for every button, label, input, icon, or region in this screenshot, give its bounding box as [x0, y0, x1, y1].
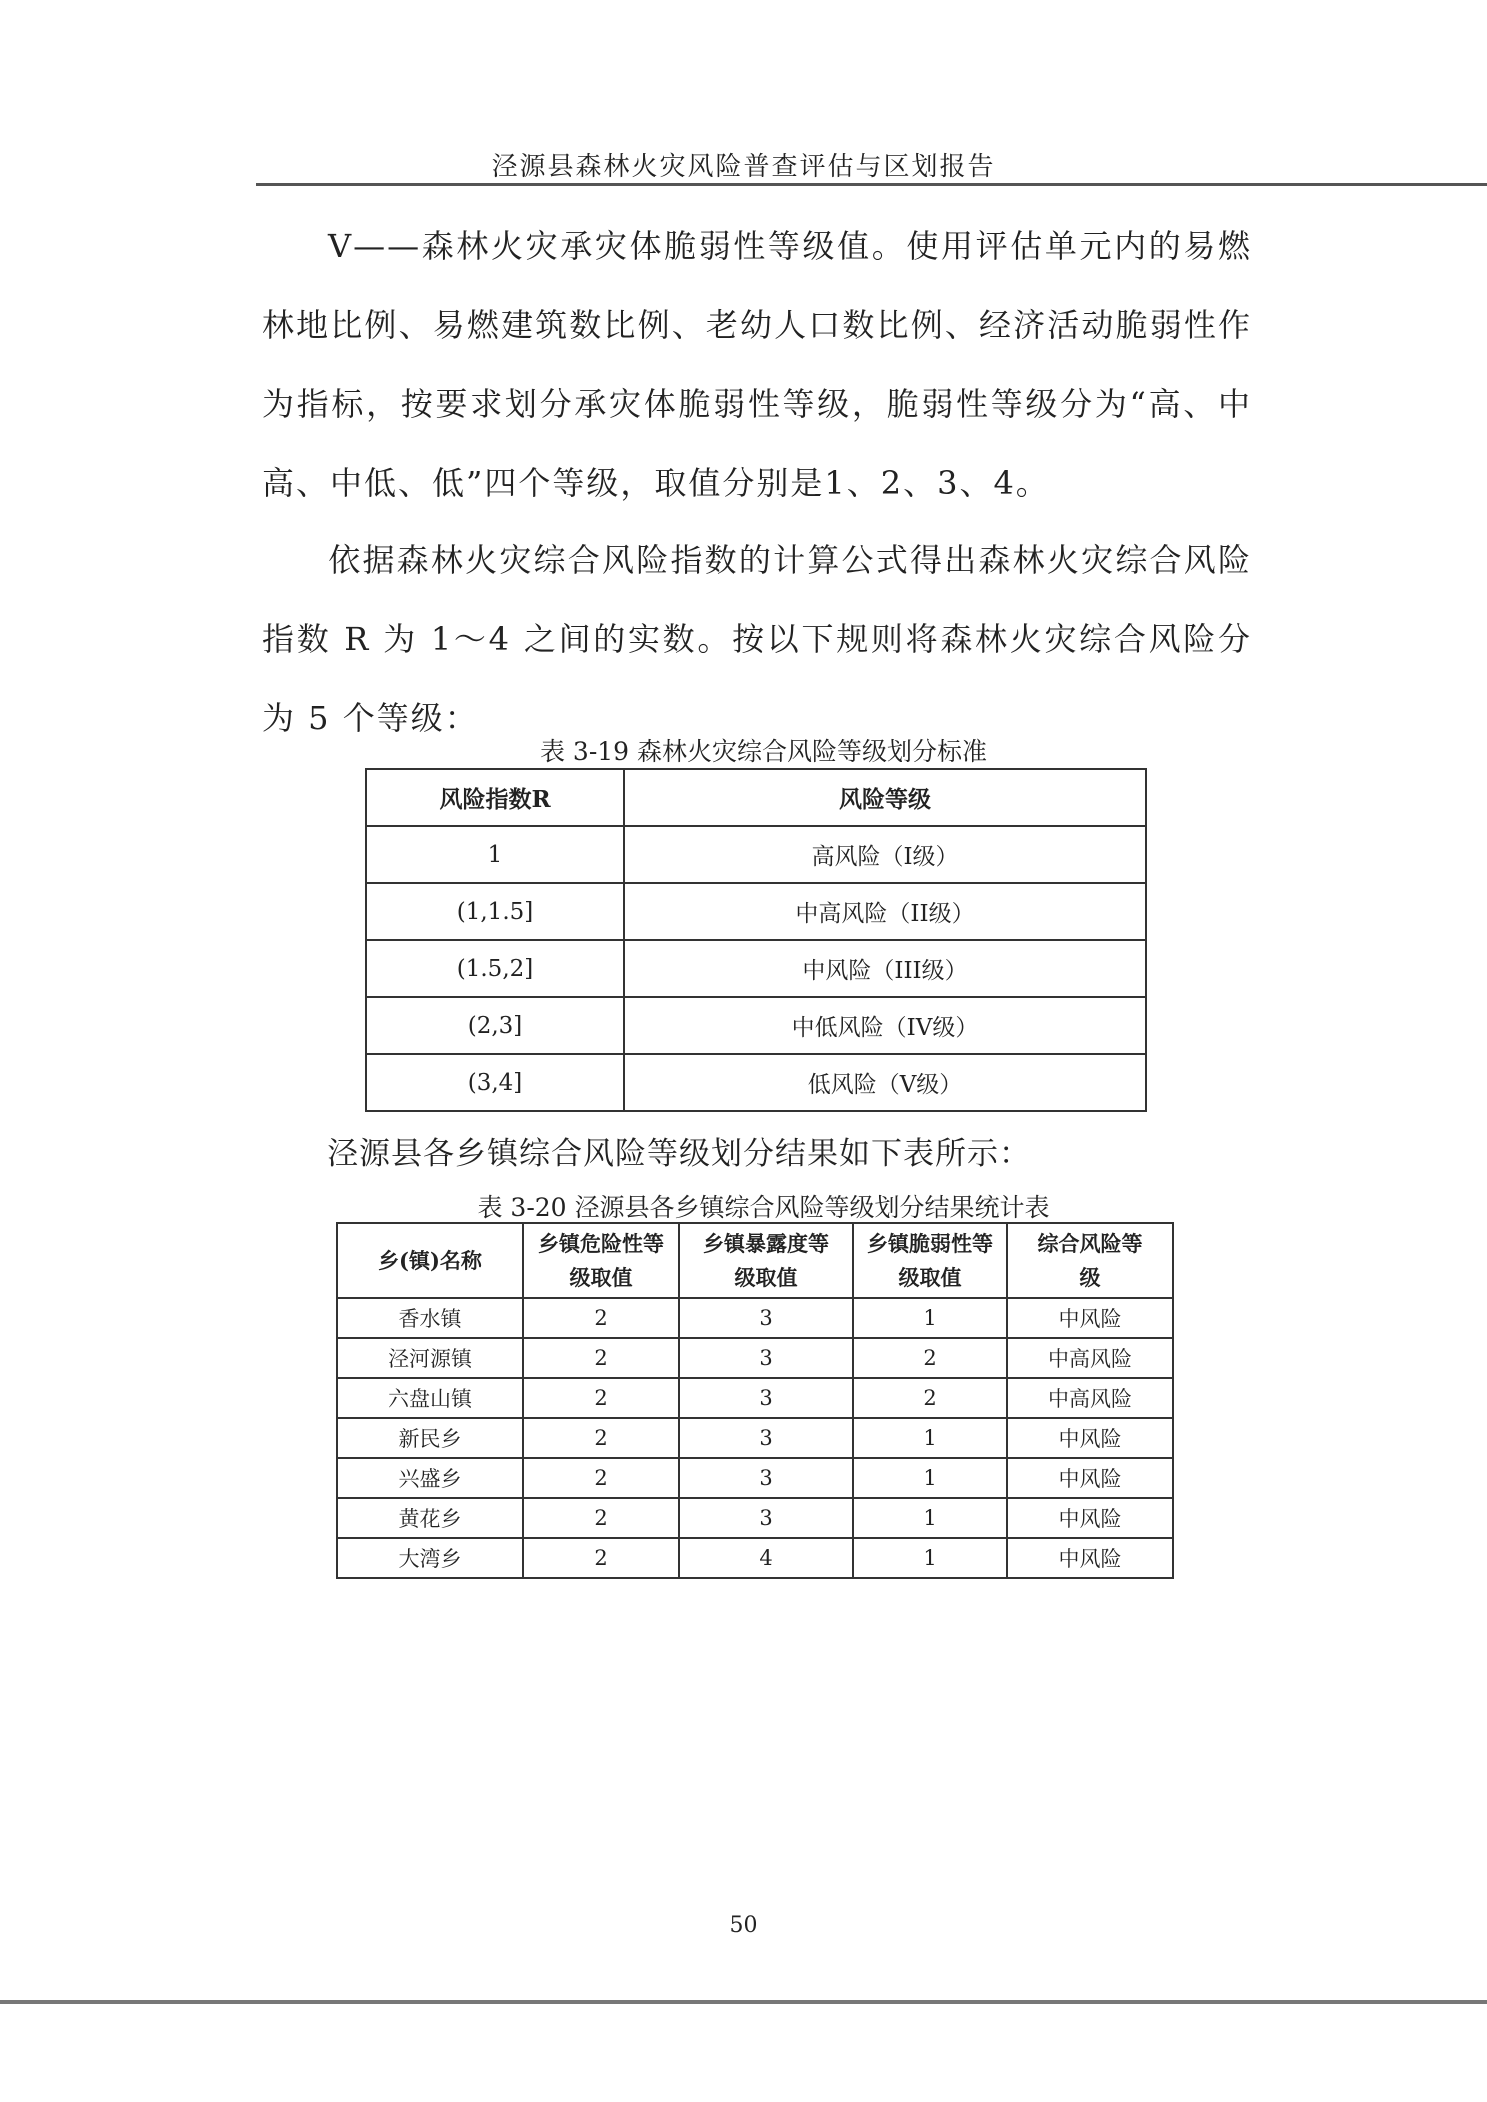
table-row: [337, 1418, 1173, 1458]
table-cell: 1: [853, 1538, 1007, 1578]
table-cell: 中风险: [1007, 1458, 1173, 1498]
column-header: 风险等级: [624, 769, 1146, 826]
table-cell: 2: [523, 1298, 679, 1338]
table-cell: 中高风险: [1007, 1378, 1173, 1418]
table-row: [337, 1298, 1173, 1338]
table-row: [366, 940, 1146, 997]
table-cell: 1: [853, 1298, 1007, 1338]
table-cell: (1,1.5]: [366, 883, 624, 940]
table-cell: 兴盛乡: [337, 1458, 523, 1498]
table-cell: (1.5,2]: [366, 940, 624, 997]
table-cell: 1: [853, 1458, 1007, 1498]
table2-caption: 表 3-20 泾源县各乡镇综合风险等级划分结果统计表: [477, 1193, 1050, 1222]
footer-rule: [0, 2000, 1487, 2004]
table-cell: 2: [853, 1338, 1007, 1378]
paragraph-risk-index: [262, 521, 1252, 758]
table-cell: 2: [853, 1378, 1007, 1418]
table-cell: 1: [366, 826, 624, 883]
table-header-row: [337, 1223, 1173, 1298]
table-cell: 中风险: [1007, 1538, 1173, 1578]
table-cell: 2: [523, 1498, 679, 1538]
header-rule: [256, 183, 1487, 186]
table-cell: 3: [679, 1458, 853, 1498]
table-cell: 泾河源镇: [337, 1338, 523, 1378]
table-row: [366, 1054, 1146, 1111]
paragraph-text: V——森林火灾承灾体脆弱性等级值。使用评估单元内的易燃林地比例、易燃建筑数比例、老幼人口数比例、经济活动脆弱性作为指标，按要求划分承灾体脆弱性等级，脆弱性等级分为“高、中高、中低、低”四个等级，取值分别是1、2、3、4。: [262, 227, 1252, 502]
table-cell: 中风险: [1007, 1498, 1173, 1538]
table-cell: (3,4]: [366, 1054, 624, 1111]
column-header-vulnerability: [853, 1223, 1007, 1298]
table-row: [337, 1458, 1173, 1498]
running-header: 泾源县森林火灾风险普查评估与区划报告: [491, 152, 996, 182]
township-risk-results-table: [336, 1222, 1174, 1579]
table-row: [366, 997, 1146, 1054]
table-cell: 2: [523, 1538, 679, 1578]
table-row: [337, 1338, 1173, 1378]
table-row: [337, 1378, 1173, 1418]
table-cell: 2: [523, 1378, 679, 1418]
column-header-township: 乡(镇)名称: [337, 1223, 523, 1298]
table-row: [337, 1538, 1173, 1578]
table-row: [337, 1498, 1173, 1538]
table-cell: 1: [853, 1418, 1007, 1458]
table-cell: 3: [679, 1378, 853, 1418]
table-cell: 新民乡: [337, 1418, 523, 1458]
table-header-row: [366, 769, 1146, 826]
table-cell: 大湾乡: [337, 1538, 523, 1578]
table-cell: 低风险（V级）: [624, 1054, 1146, 1111]
column-header: 风险指数R: [366, 769, 624, 826]
header-text: 乡镇暴露度等级取值: [703, 1230, 829, 1290]
table-cell: 3: [679, 1298, 853, 1338]
table-cell: 黄花乡: [337, 1498, 523, 1538]
table-cell: 中风险: [1007, 1418, 1173, 1458]
table-cell: (2,3]: [366, 997, 624, 1054]
table-cell: 中高风险: [1007, 1338, 1173, 1378]
table-cell: 中风险: [1007, 1298, 1173, 1338]
table-cell: 2: [523, 1338, 679, 1378]
column-header-risk-level: [1007, 1223, 1173, 1298]
table-cell: 1: [853, 1498, 1007, 1538]
table-row: [366, 826, 1146, 883]
table1-caption: 表 3-19 森林火灾综合风险等级划分标准: [539, 737, 988, 766]
table-cell: 中风险（III级）: [624, 940, 1146, 997]
paragraph-vulnerability: [262, 207, 1252, 523]
table-cell: 3: [679, 1498, 853, 1538]
table-cell: 4: [679, 1538, 853, 1578]
table-cell: 六盘山镇: [337, 1378, 523, 1418]
table-cell: 3: [679, 1338, 853, 1378]
table-cell: 2: [523, 1458, 679, 1498]
paragraph-text: 依据森林火灾综合风险指数的计算公式得出森林火灾综合风险指数 R 为 1～4 之间的实数。按以下规则将森林火灾综合风险分为 5 个等级：: [262, 541, 1252, 737]
paragraph-results-intro: 泾源县各乡镇综合风险等级划分结果如下表所示：: [327, 1136, 1031, 1172]
table-cell: 高风险（I级）: [624, 826, 1146, 883]
header-text: 乡镇脆弱性等级取值: [867, 1230, 993, 1290]
table-cell: 香水镇: [337, 1298, 523, 1338]
header-text: 综合风险等级: [1037, 1230, 1143, 1290]
table-cell: 2: [523, 1418, 679, 1458]
header-text: 乡镇危险性等级取值: [538, 1230, 664, 1290]
column-header-hazard: [523, 1223, 679, 1298]
page-number: 50: [729, 1913, 758, 1938]
risk-level-standard-table: [365, 768, 1147, 1112]
table-cell: 3: [679, 1418, 853, 1458]
table-row: [366, 883, 1146, 940]
table-cell: 中低风险（IV级）: [624, 997, 1146, 1054]
table-cell: 中高风险（II级）: [624, 883, 1146, 940]
column-header-exposure: [679, 1223, 853, 1298]
